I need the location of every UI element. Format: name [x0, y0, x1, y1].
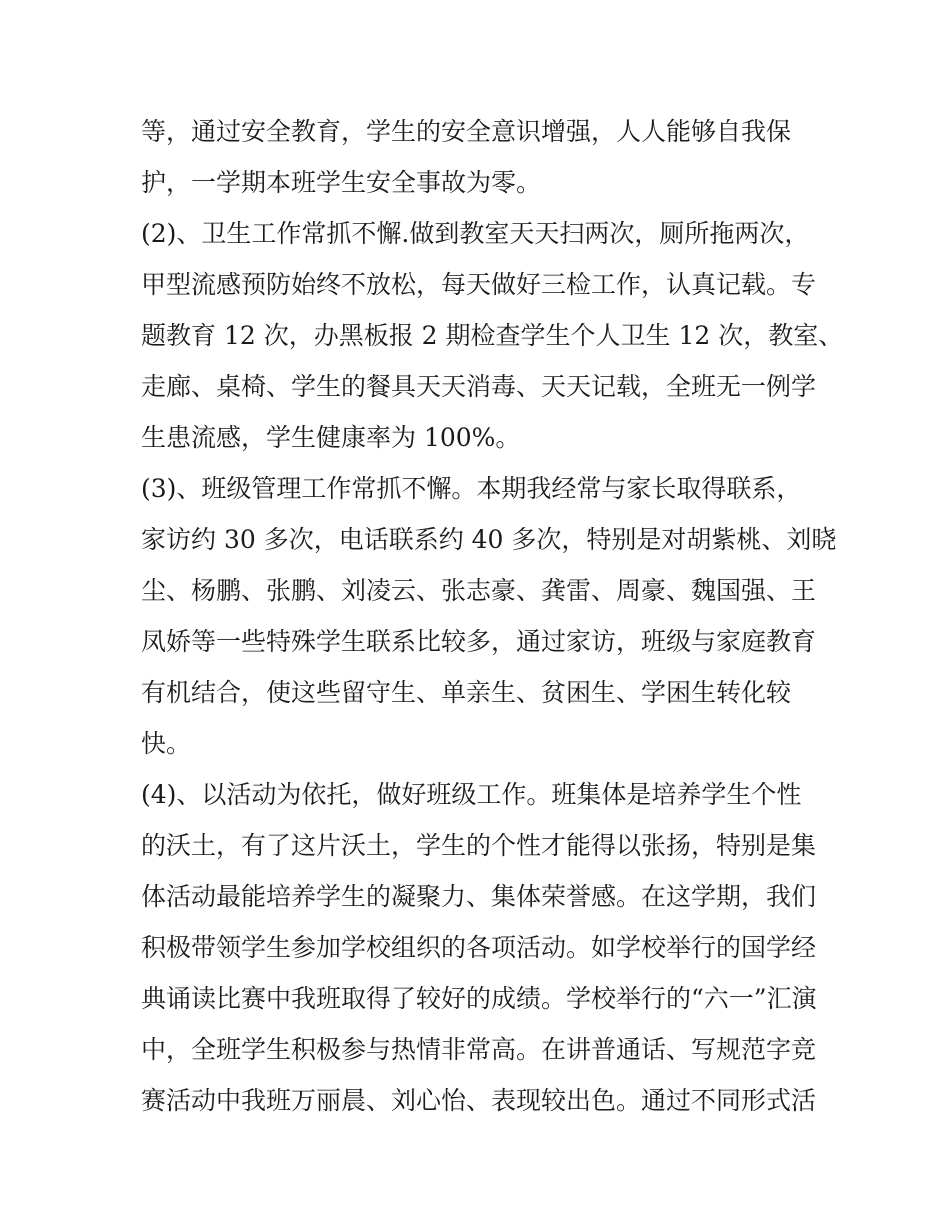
- text-line: 赛活动中我班万丽晨、刘心怡、表现较出色。通过不同形式活: [141, 1086, 817, 1115]
- text-line: 积极带领学生参加学校组织的各项活动。如学校举行的国学经: [141, 933, 817, 962]
- text-line: 典诵读比赛中我班取得了较好的成绩。学校举行的“六一”汇演: [141, 984, 817, 1013]
- text-line: 护，一学期本班学生安全事故为零。: [141, 168, 542, 197]
- text-line: 体活动最能培养学生的凝聚力、集体荣誉感。在这学期，我们: [141, 882, 817, 911]
- text-line: 甲型流感预防始终不放松，每天做好三检工作，认真记载。专: [141, 270, 817, 299]
- text-line: 题教育 12 次，办黑板报 2 期检查学生个人卫生 12 次，教室、: [141, 321, 844, 350]
- text-line: 凤娇等一些特殊学生联系比较多，通过家访，班级与家庭教育: [141, 627, 817, 656]
- document-body-text: [141, 106, 844, 1126]
- text-line: 中，全班学生积极参与热情非常高。在讲普通话、写规范字竞: [141, 1035, 817, 1064]
- text-line: 有机结合，使这些留守生、单亲生、贫困生、学困生转化较: [141, 678, 792, 707]
- text-line: 走廊、桌椅、学生的餐具天天消毒、天天记载，全班无一例学: [141, 372, 817, 401]
- text-line: (4)、以活动为依托，做好班级工作。班集体是培养学生个性: [141, 780, 802, 809]
- text-line: 快。: [141, 729, 192, 758]
- text-line: 生患流感，学生健康率为 100%。: [141, 423, 521, 452]
- text-line: 等，通过安全教育，学生的安全意识增强，人人能够自我保: [141, 117, 792, 146]
- text-line: (2)、卫生工作常抓不懈.做到教室天天扫两次，厕所拖两次，: [141, 219, 810, 248]
- text-line: (3)、班级管理工作常抓不懈。本期我经常与家长取得联系，: [141, 474, 802, 503]
- text-line: 尘、杨鹏、张鹏、刘凌云、张志豪、龚雷、周豪、魏国强、王: [141, 576, 817, 605]
- text-line: 家访约 30 多次，电话联系约 40 多次，特别是对胡紫桃、刘晓: [141, 525, 837, 554]
- text-line: 的沃土，有了这片沃土，学生的个性才能得以张扬，特别是集: [141, 831, 817, 860]
